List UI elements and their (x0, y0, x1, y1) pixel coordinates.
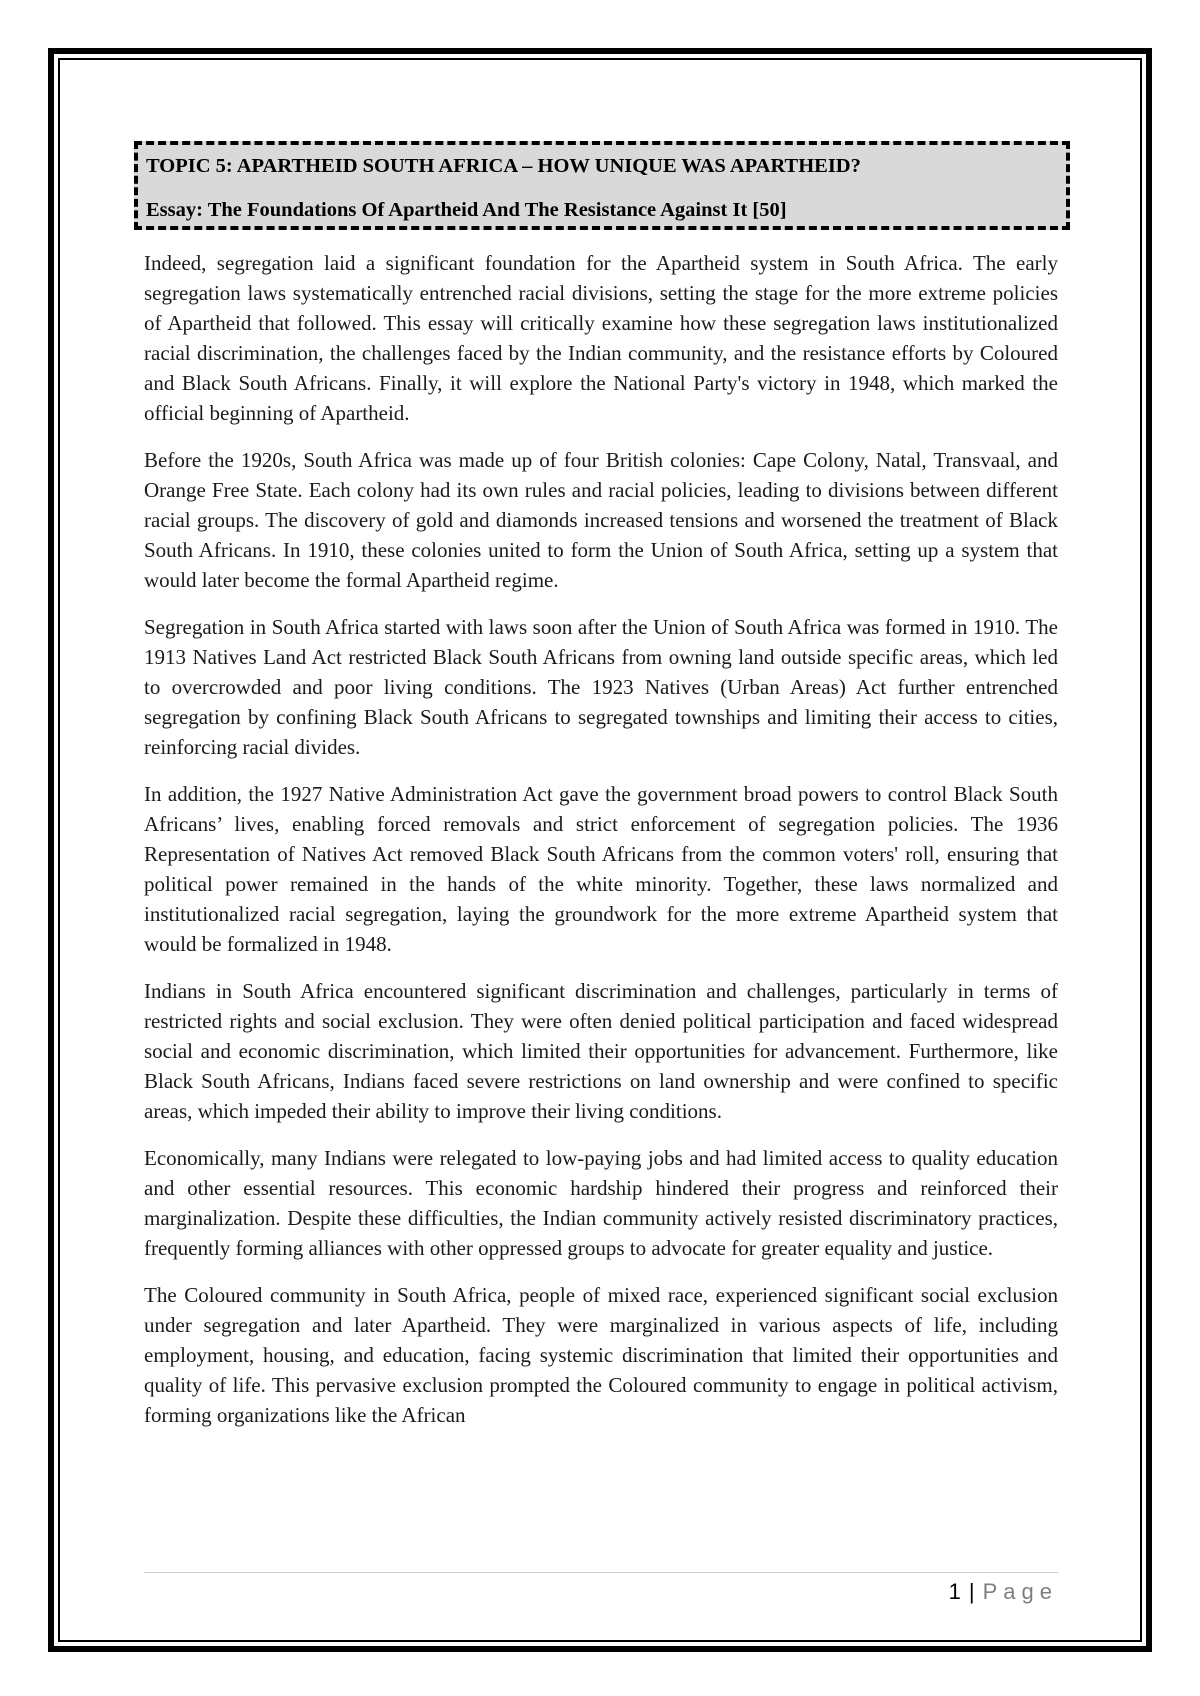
page-footer (949, 1578, 1058, 1606)
paragraph-segregation-laws: Segregation in South Africa started with laws soon after the Union of South Africa was formed in 1910. The 1913 Natives Land Act restricted Black South Africans from owning land outside specific areas, which led to overcrowded and poor living conditions. The 1923 Natives (Urban Areas) Act further entrenched segregation by confining Black South Africans to segregated townships and limiting their access to cities, reinforcing racial divides. (144, 615, 1058, 759)
paragraph-native-acts: In addition, the 1927 Native Administration Act gave the government broad powers to control Black South Africans’ lives, enabling forced removals and strict enforcement of segregation policies. The 1936 Representation of Natives Act removed Black South Africans from the common voters' roll, ensuring that political power remained in the hands of the white minority. Together, these laws normalized and institutionalized racial segregation, laying the groundwork for the more extreme Apartheid system that would be formalized in 1948. (144, 782, 1058, 956)
essay-body (144, 248, 1058, 1447)
paragraph-colonies: Before the 1920s, South Africa was made up of four British colonies: Cape Colony, Natal, Transvaal, and Orange Free State. Each colony had its own rules and racial policies, leading to divisions between different racial groups. The discovery of gold and diamonds increased tensions and worsened the treatment of Black South Africans. In 1910, these colonies united to form the Union of South Africa, setting up a system that would later become the formal Apartheid regime. (144, 448, 1058, 592)
essay-title: Essay: The Foundations Of Apartheid And The Resistance Against It [50] (146, 199, 787, 221)
footer-divider (144, 1572, 1058, 1573)
paragraph-introduction: Indeed, segregation laid a significant foundation for the Apartheid system in South Africa. The early segregation laws systematically entrenched racial divisions, setting the stage for the more extreme policies of Apartheid that followed. This essay will critically examine how these segregation laws institutionalized racial discrimination, the challenges faced by the Indian community, and the resistance efforts by Coloured and Black South Africans. Finally, it will explore the National Party's victory in 1948, which marked the official beginning of Apartheid. (144, 251, 1058, 425)
page-label: Page (982, 1579, 1058, 1604)
paragraph-indian-discrimination: Indians in South Africa encountered significant discrimination and challenges, particularly in terms of restricted rights and social exclusion. They were often denied political participation and faced widespread social and economic discrimination, which limited their opportunities for advancement. Furthermore, like Black South Africans, Indians faced severe restrictions on land ownership and were confined to specific areas, which impeded their ability to improve their living conditions. (144, 979, 1058, 1123)
topic-heading: TOPIC 5: APARTHEID SOUTH AFRICA – HOW UNIQUE WAS APARTHEID? (146, 155, 861, 177)
paragraph-indian-economics: Economically, many Indians were relegated to low-paying jobs and had limited access to quality education and other essential resources. This economic hardship hindered their progress and reinforced their marginalization. Despite these difficulties, the Indian community actively resisted discriminatory practices, frequently forming alliances with other oppressed groups to advocate for greater equality and justice. (144, 1146, 1058, 1260)
footer-separator: | (968, 1579, 975, 1604)
page-number: 1 (948, 1579, 961, 1604)
heading-box (134, 141, 1070, 230)
paragraph-coloured-community: The Coloured community in South Africa, people of mixed race, experienced significant social exclusion under segregation and later Apartheid. They were marginalized in various aspects of life, including employment, housing, and education, facing systemic discrimination that limited their opportunities and quality of life. This pervasive exclusion prompted the Coloured community to engage in political activism, forming organizations like the African (144, 1283, 1058, 1427)
